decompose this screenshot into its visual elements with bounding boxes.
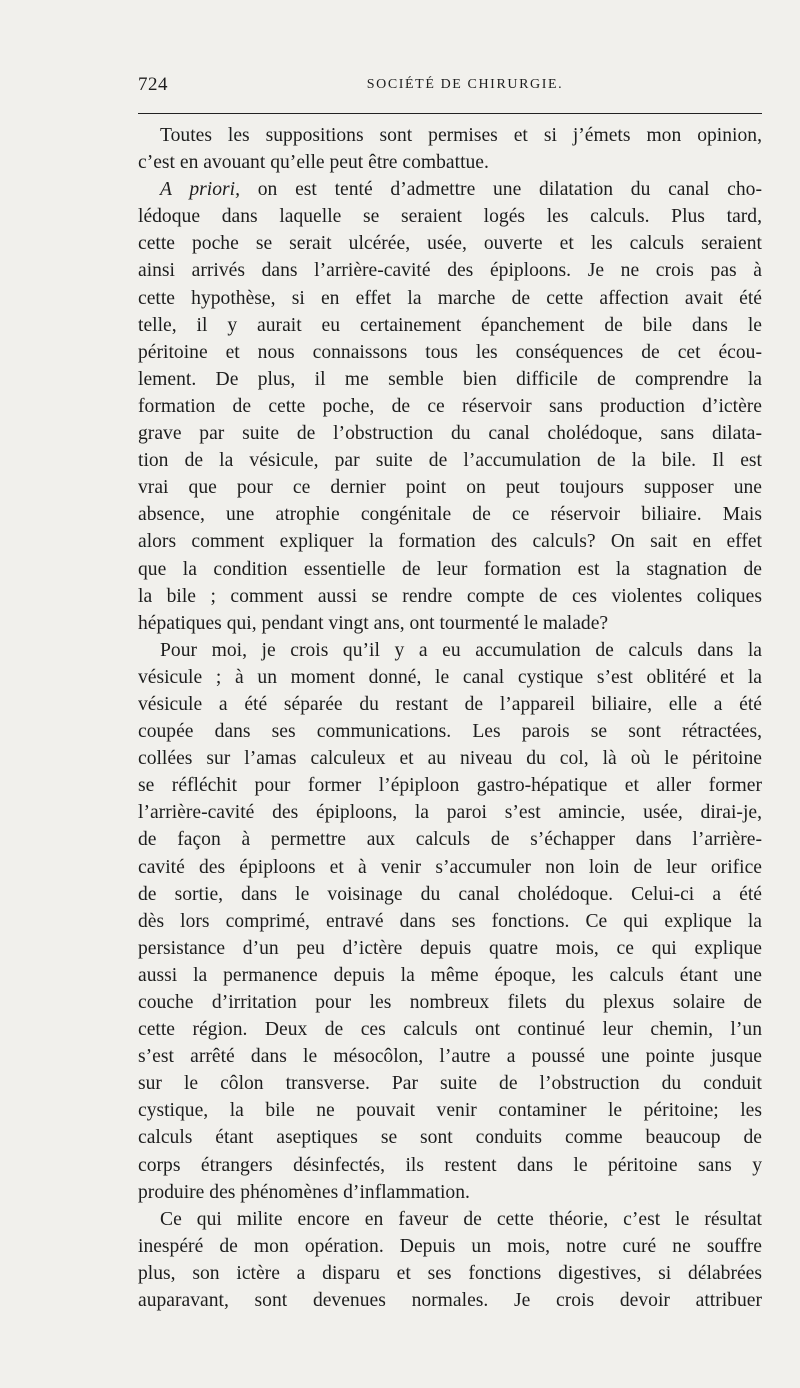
body-text (138, 122, 762, 1314)
text-line: vésicule ; à un moment donné, le canal cystique s’est oblitéré et la (138, 666, 762, 688)
text-line: vésicule a été séparée du restant de l’appareil biliaire, elle a été (138, 693, 762, 715)
text-fragment: on est tenté d’admettre une dilatation du canal cho- (240, 179, 762, 201)
text-line: dès lors comprimé, entravé dans ses fonctions. Ce qui explique la (138, 910, 762, 932)
text-line: de sortie, dans le voisinage du canal cholédoque. Celui-ci a été (138, 883, 762, 905)
text-line: Pour moi, je crois qu’il y a eu accumulation de calculs dans la (160, 639, 762, 661)
text-line: vrai que pour ce dernier point on peut toujours supposer une (138, 477, 762, 499)
text-line: persistance d’un peu d’ictère depuis quatre mois, ce qui explique (138, 937, 762, 959)
text-line: sur le côlon transverse. Par suite de l’obstruction du conduit (138, 1073, 762, 1095)
text-line: telle, il y aurait eu certainement épanchement de bile dans le (138, 314, 762, 336)
text-line: se réfléchit pour former l’épiploon gastro-hépatique et aller former (138, 775, 762, 797)
paragraph-2 (138, 176, 762, 637)
italic-lead: A priori, (160, 179, 240, 201)
text-line: l’arrière-cavité des épiploons, la paroi s’est amincie, usée, dirai-je, (138, 802, 762, 824)
running-title: SOCIÉTÉ DE CHIRURGIE. (366, 77, 564, 92)
text-line: inespéré de mon opération. Depuis un mois, notre curé ne souffre (138, 1235, 762, 1257)
page-header (138, 74, 762, 98)
text-line: cette poche se serait ulcérée, usée, ouverte et les calculs seraient (138, 233, 762, 255)
paragraph-3 (138, 637, 762, 1206)
text-line: s’est arrêté dans le mésocôlon, l’autre a poussé une pointe jusque (138, 1046, 762, 1068)
text-line: cette région. Deux de ces calculs ont continué leur chemin, l’un (138, 1019, 762, 1041)
page-number: 724 (138, 74, 168, 95)
text-line: hépatiques qui, pendant vingt ans, ont tourmenté le malade? (138, 612, 609, 634)
text-line: Toutes les suppositions sont permises et si j’émets mon opinion, (160, 125, 762, 146)
text-line: lement. De plus, il me semble bien difficile de comprendre la (138, 368, 762, 390)
text-line: plus, son ictère a disparu et ses fonctions digestives, si délabrées (138, 1262, 762, 1284)
text-line: produire des phénomènes d’inflammation. (138, 1181, 470, 1203)
text-line: aussi la permanence depuis la même époque, les calculs étant une (138, 964, 762, 986)
text-line (138, 176, 762, 203)
text-line: alors comment expliquer la formation des calculs? On sait en effet (138, 531, 762, 553)
text-line: absence, une atrophie congénitale de ce réservoir biliaire. Mais (138, 504, 762, 526)
text-line: Ce qui milite encore en faveur de cette théorie, c’est le résultat (160, 1208, 762, 1230)
text-line: coupée dans ses communications. Les parois se sont rétractées, (138, 721, 762, 743)
text-line: que la condition essentielle de leur formation est la stagnation de (138, 558, 762, 580)
text-line: c’est en avouant qu’elle peut être combattue. (138, 152, 489, 174)
text-line: péritoine et nous connaissons tous les conséquences de cet écou- (138, 341, 762, 363)
text-line: collées sur l’amas calculeux et au niveau du col, là où le péritoine (138, 748, 762, 770)
text-line: cette hypothèse, si en effet la marche de cette affection avait été (138, 287, 762, 309)
text-line: de façon à permettre aux calculs de s’échapper dans l’arrière- (138, 829, 762, 851)
text-line: corps étrangers désinfectés, ils restent dans le péritoine sans y (138, 1154, 762, 1176)
text-line: cavité des épiploons et à venir s’accumuler non loin de leur orifice (138, 856, 762, 878)
paragraph-1 (138, 122, 762, 176)
text-line: lédoque dans laquelle se seraient logés les calculs. Plus tard, (138, 206, 762, 228)
text-line: grave par suite de l’obstruction du canal cholédoque, sans dilata- (138, 423, 762, 445)
text-line: auparavant, sont devenues normales. Je crois devoir attribuer (138, 1290, 762, 1312)
text-line: la bile ; comment aussi se rendre compte de ces violentes coliques (138, 585, 762, 607)
text-line: tion de la vésicule, par suite de l’accumulation de la bile. Il est (138, 450, 762, 472)
text-line: couche d’irritation pour les nombreux filets du plexus solaire de (138, 992, 762, 1013)
text-line: formation de cette poche, de ce réservoir sans production d’ictère (138, 395, 762, 417)
header-rule (138, 113, 762, 114)
text-line: cystique, la bile ne pouvait venir contaminer le péritoine; les (138, 1100, 762, 1122)
text-line: ainsi arrivés dans l’arrière-cavité des épiploons. Je ne crois pas à (138, 260, 762, 282)
text-line: calculs étant aseptiques se sont conduits comme beaucoup de (138, 1127, 762, 1149)
paragraph-4 (138, 1206, 762, 1314)
